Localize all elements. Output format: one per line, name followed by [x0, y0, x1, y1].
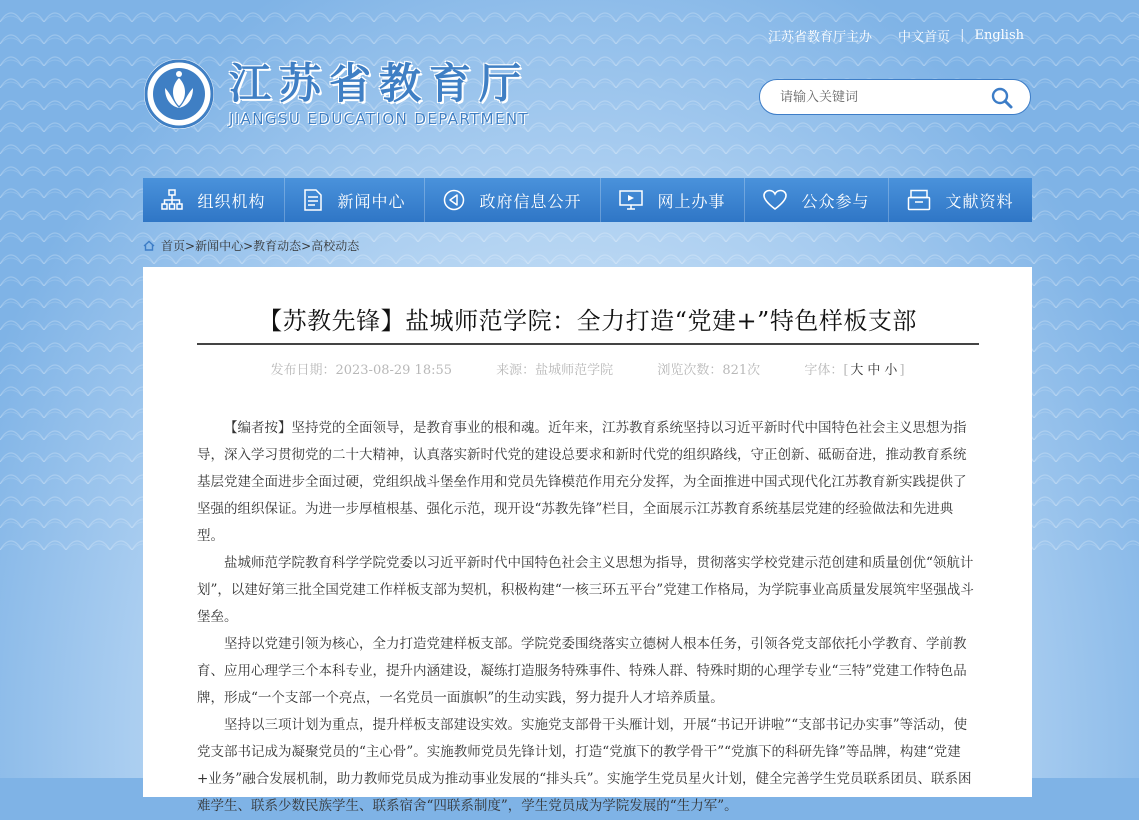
home-icon	[143, 240, 155, 251]
paragraph: 盐城师范学院教育科学学院党委以习近平新时代中国特色社会主义思想为指导，贯彻落实学校党建示范创建和质量创优“领航计划”，以建好第三批全国党建工作样板支部为契机，积极构建“一核三环五平台”党建工作格局，为学院事业高质量发展筑牢坚强战斗堡垒。	[197, 555, 974, 625]
font-large-button[interactable]: 大	[850, 363, 864, 378]
document-icon	[303, 189, 323, 211]
nav-label: 组织机构	[197, 191, 266, 211]
article-body	[197, 415, 979, 820]
english-link[interactable]: English	[974, 28, 1024, 43]
article-source: 来源：盐城师范学院	[496, 363, 614, 378]
nav-label: 政府信息公开	[479, 191, 582, 211]
paragraph: 坚持以三项计划为重点，提升样板支部建设实效。实施党支部骨干头雁计划，开展“书记开讲啦”“支部书记办实事”等活动，使党支部书记成为凝聚党员的“主心骨”。实施教师党员先锋计划，打造“党旗下的教学骨干”“党旗下的科研先锋”等品牌，构建“党建+业务”融合发展机制，助力教师党员成为推动事业发展的“排头兵”。实施学生党员星火计划，健全完善学生党员联系团员、联系困难学生、联系少数民族学生、联系宿舍“四联系制度”，学生党员成为学院发展的“生力军”。	[197, 717, 972, 814]
nav-label: 公众参与	[801, 191, 870, 211]
top-links	[768, 26, 1024, 45]
font-small-button[interactable]: 小	[884, 363, 898, 378]
font-size-control	[804, 363, 904, 378]
paragraph: 坚持以党建引领为核心，全力打造党建样板支部。学院党委围绕落实立德树人根本任务，引领各党支部依托小学教育、学前教育、应用心理学三个本科专业，提升内涵建设，凝练打造服务特殊事件、特殊人群、特殊时期的心理学专业“三特”党建工作特色品牌，形成“一个支部一个亮点，一名党员一面旗帜”的生动实践，努力提升人才培养质量。	[197, 636, 967, 706]
emblem-icon	[143, 58, 215, 130]
view-count-label: 浏览次数：	[657, 363, 723, 378]
search-box	[759, 79, 1031, 115]
title-divider	[197, 343, 979, 345]
nav-label: 新闻中心	[337, 191, 406, 211]
paragraph: 【编者按】坚持党的全面领导，是教育事业的根和魂。近年来，江苏教育系统坚持以习近平新时代中国特色社会主义思想为指导，深入学习贯彻党的二十大精神，认真落实新时代党的建设总要求和新时代党的组织路线，守正创新、砥砺奋进，推动教育系统基层党建全面进步全面过硬，党组织战斗堡垒作用和党员先锋模范作用充分发挥，为全面推进中国式现代化江苏教育新实践提供了坚强的组织保证。为进一步厚植根基、强化示范，现开设“苏教先锋”栏目，全面展示江苏教育系统基层党建的经验做法和先进典型。	[197, 420, 967, 544]
breadcrumb-university-news[interactable]: 高校动态	[311, 239, 360, 253]
site-logo[interactable]	[143, 58, 529, 130]
home-link[interactable]: 中文首页	[898, 30, 951, 45]
search-icon[interactable]	[990, 86, 1014, 110]
link-separator: |	[960, 28, 965, 43]
nav-item-gov-info[interactable]	[425, 178, 601, 222]
article-title: 【苏教先锋】盐城师范学院：全力打造“党建+”特色样板支部	[258, 307, 917, 335]
monitor-icon	[619, 189, 643, 211]
breadcrumb-home[interactable]: 首页	[161, 239, 186, 253]
article-meta	[143, 359, 1032, 378]
main-nav	[143, 178, 1032, 222]
logo-chinese-name: 江苏省教育厅	[229, 59, 530, 108]
view-count-value: 821次	[722, 363, 761, 378]
breadcrumb-edu-news[interactable]: 教育动态	[253, 239, 302, 253]
nav-item-public-participation[interactable]	[745, 178, 889, 222]
font-medium-button[interactable]: 中	[867, 363, 881, 378]
nav-label: 文献资料	[945, 191, 1014, 211]
nav-item-news[interactable]	[285, 178, 425, 222]
sponsor-text: 江苏省教育厅主办	[768, 30, 873, 45]
archive-icon	[907, 189, 931, 211]
megaphone-icon	[443, 189, 465, 211]
breadcrumb	[143, 237, 359, 254]
nav-item-documents[interactable]	[889, 178, 1032, 222]
breadcrumb-separator: >	[301, 238, 312, 253]
breadcrumb-news[interactable]: 新闻中心	[195, 239, 244, 253]
publish-date: 发布日期：2023-08-29 18:55	[270, 363, 453, 378]
nav-label: 网上办事	[657, 191, 726, 211]
breadcrumb-separator: >	[185, 238, 196, 253]
org-chart-icon	[161, 189, 183, 211]
search-input[interactable]	[778, 89, 982, 106]
nav-item-organization[interactable]	[143, 178, 285, 222]
article-panel	[143, 267, 1032, 814]
nav-item-online-services[interactable]	[601, 178, 745, 222]
font-size-close: ]	[899, 363, 905, 378]
logo-english-name: JIANGSU EDUCATION DEPARTMENT	[229, 110, 530, 128]
breadcrumb-separator: >	[243, 238, 254, 253]
font-size-label: 字体：[	[804, 363, 849, 378]
view-count	[657, 363, 760, 378]
heart-icon	[763, 189, 787, 211]
